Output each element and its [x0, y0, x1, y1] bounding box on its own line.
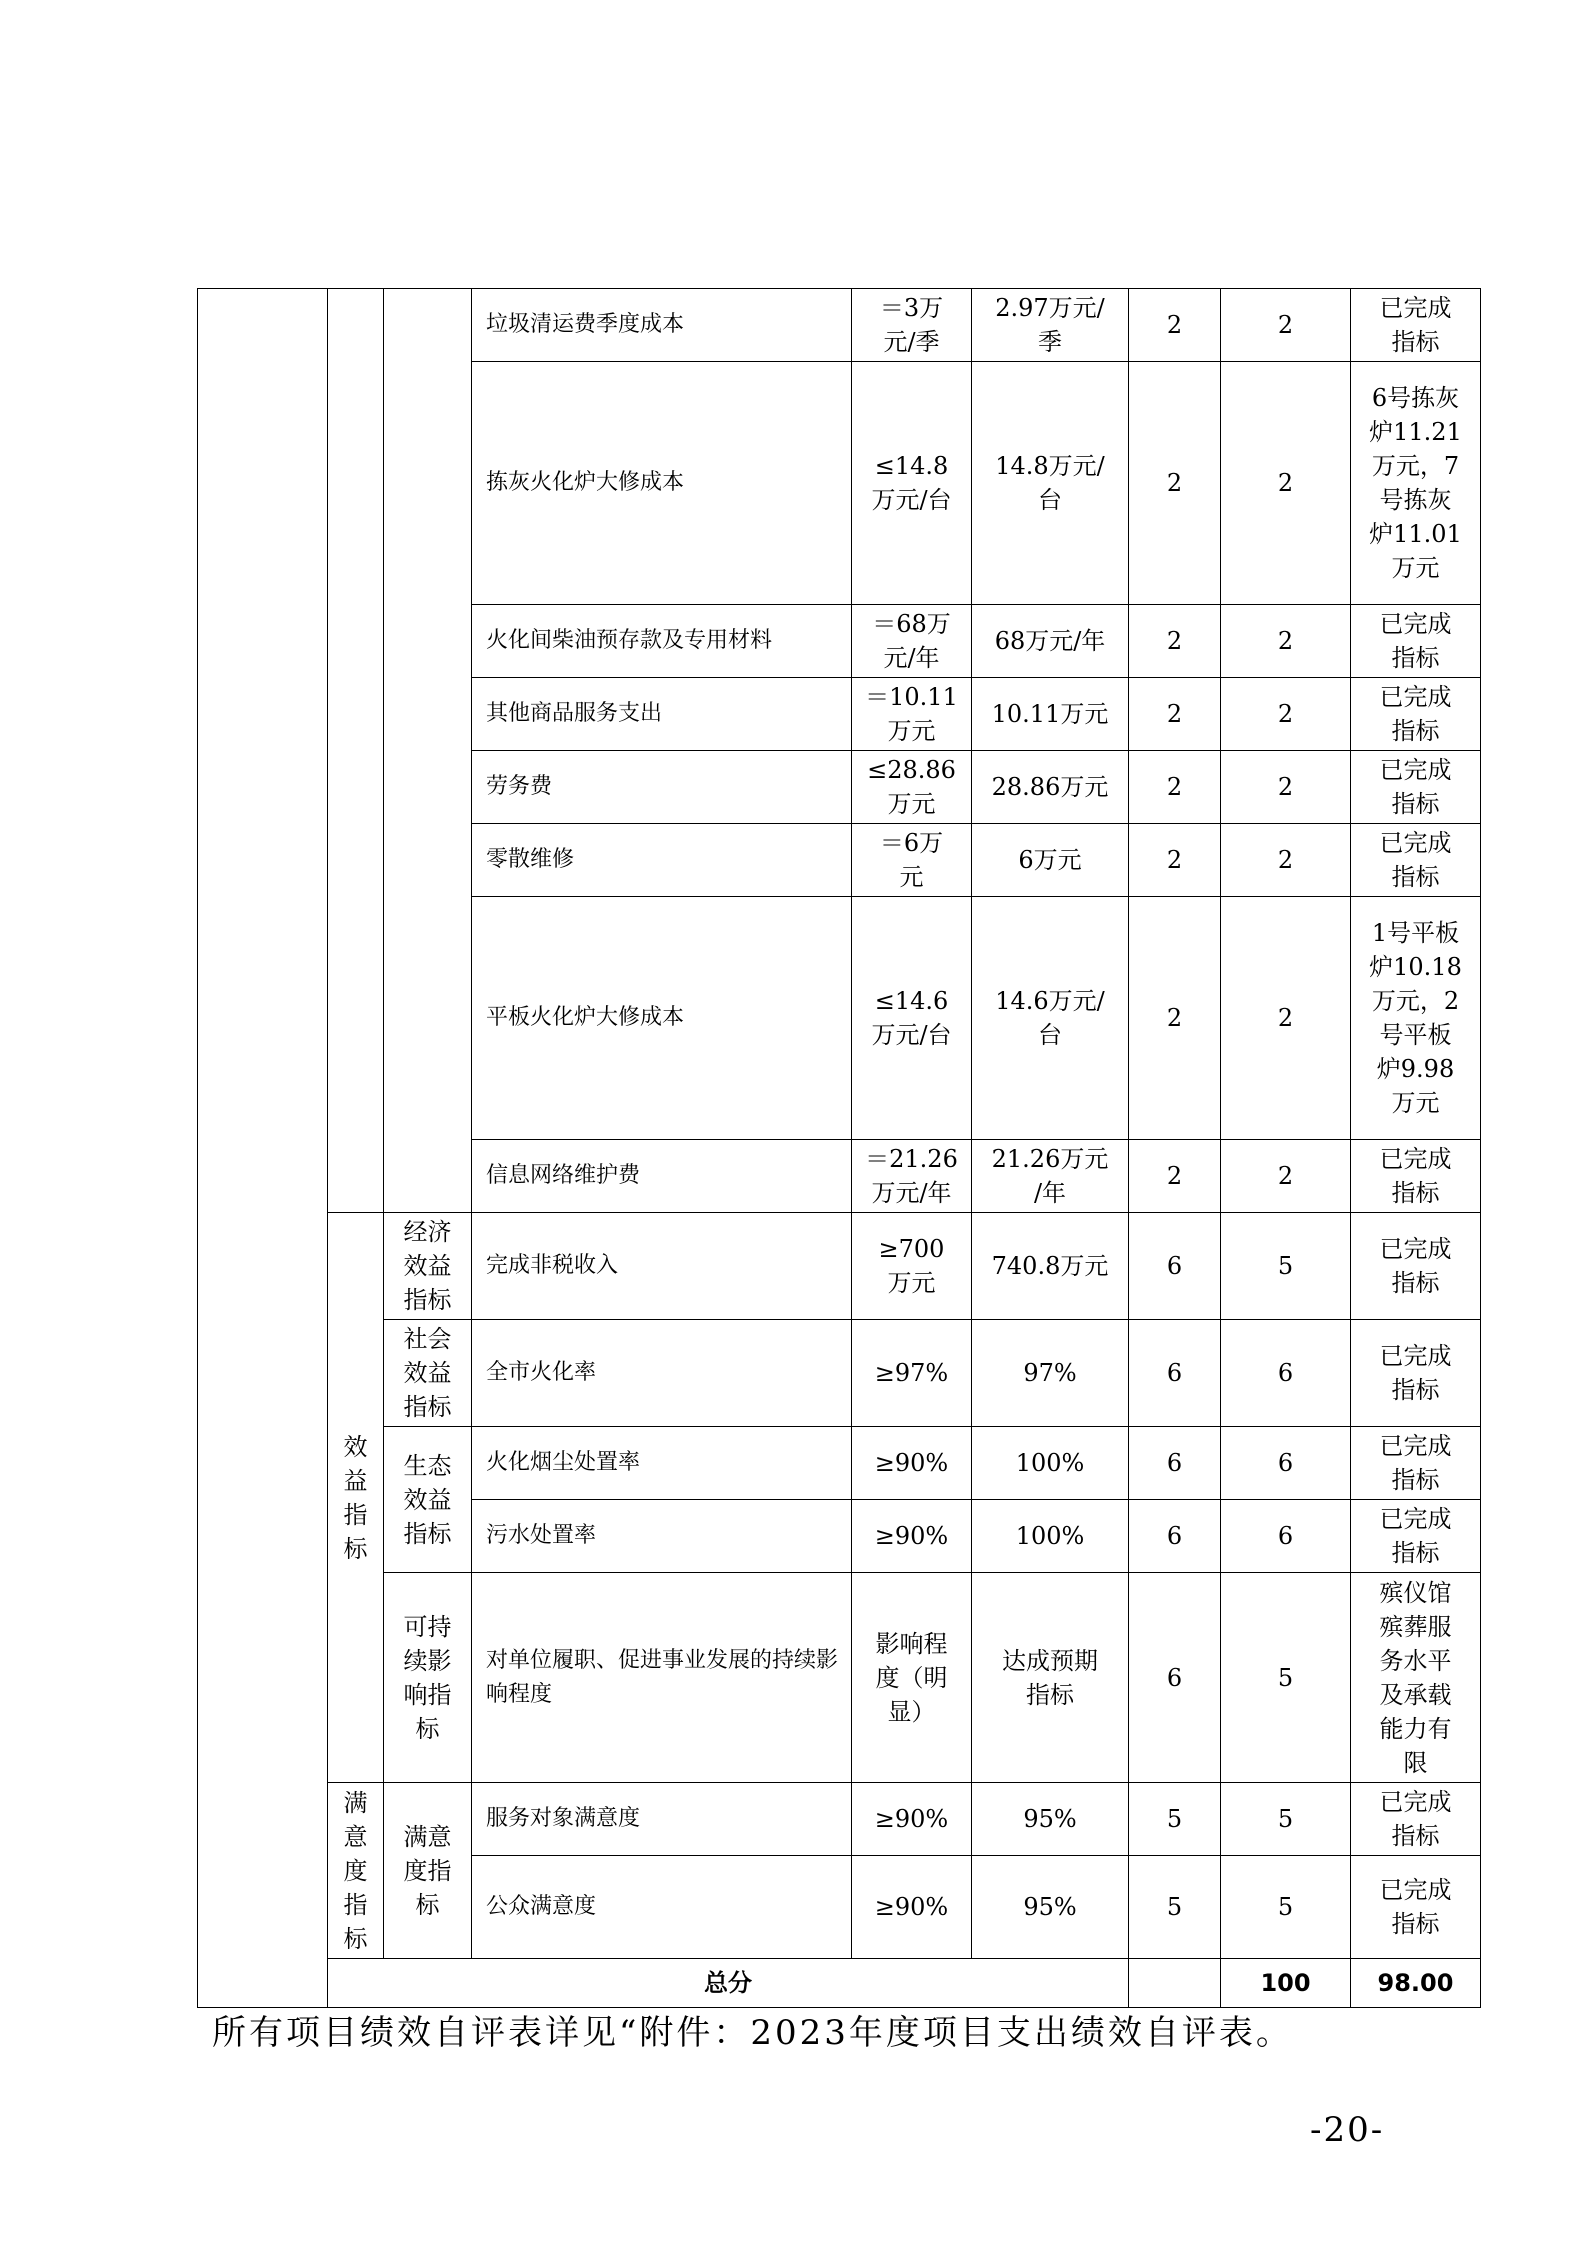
score-value: 6: [1221, 1427, 1351, 1500]
target-value: ≥97%: [852, 1320, 972, 1427]
remark: 已完成 指标: [1351, 678, 1481, 751]
remark: 已完成 指标: [1351, 751, 1481, 824]
weight-value: 2: [1129, 1140, 1221, 1213]
indicator-name: 污水处置率: [472, 1500, 852, 1573]
score-value: 5: [1221, 1783, 1351, 1856]
target-value: ＝21.26 万元/年: [852, 1140, 972, 1213]
indicator-name: 火化烟尘处置率: [472, 1427, 852, 1500]
weight-value: 6: [1129, 1500, 1221, 1573]
target-value: ≥90%: [852, 1856, 972, 1959]
score-value: 2: [1221, 897, 1351, 1140]
target-value: ≥90%: [852, 1427, 972, 1500]
remark: 已完成 指标: [1351, 1856, 1481, 1959]
weight-value: 2: [1129, 605, 1221, 678]
score-value: 5: [1221, 1213, 1351, 1320]
target-value: ＝68万 元/年: [852, 605, 972, 678]
remark: 已完成 指标: [1351, 289, 1481, 362]
remark: 已完成 指标: [1351, 1427, 1481, 1500]
target-value: ≥700 万元: [852, 1213, 972, 1320]
target-value: ≤14.6 万元/台: [852, 897, 972, 1140]
target-value: 影响程 度（明 显）: [852, 1573, 972, 1783]
remark: 已完成 指标: [1351, 1783, 1481, 1856]
indicator-name: 拣灰火化炉大修成本: [472, 362, 852, 605]
target-value: ≤14.8 万元/台: [852, 362, 972, 605]
weight-value: 2: [1129, 362, 1221, 605]
score-value: 2: [1221, 1140, 1351, 1213]
total-weight: 100: [1221, 1959, 1351, 2008]
score-value: 2: [1221, 751, 1351, 824]
remark: 已完成 指标: [1351, 1140, 1481, 1213]
table-row: [198, 1213, 1481, 1320]
satisfaction-category-cell: 满 意 度 指 标: [328, 1783, 384, 1959]
score-value: 2: [1221, 289, 1351, 362]
actual-value: 6万元: [972, 824, 1129, 897]
page-number: -20-: [1310, 2110, 1385, 2150]
target-value: ≤28.86 万元: [852, 751, 972, 824]
target-value: ＝3万 元/季: [852, 289, 972, 362]
weight-value: 5: [1129, 1783, 1221, 1856]
social-sub-category: 社会 效益 指标: [384, 1320, 472, 1427]
table-row: [198, 1783, 1481, 1856]
total-row: [198, 1959, 1481, 2008]
ecology-sub-category: 生态 效益 指标: [384, 1427, 472, 1573]
indicator-name: 垃圾清运费季度成本: [472, 289, 852, 362]
target-value: ≥90%: [852, 1783, 972, 1856]
sustain-sub-category: 可持 续影 响指 标: [384, 1573, 472, 1783]
remark: 6号拣灰 炉11.21 万元，7 号拣灰 炉11.01 万元: [1351, 362, 1481, 605]
level1-blank-cell: [198, 289, 328, 2008]
actual-value: 95%: [972, 1783, 1129, 1856]
indicator-name: 平板火化炉大修成本: [472, 897, 852, 1140]
actual-value: 28.86万元: [972, 751, 1129, 824]
indicator-name: 火化间柴油预存款及专用材料: [472, 605, 852, 678]
actual-value: 100%: [972, 1500, 1129, 1573]
total-blank-cell: [1129, 1959, 1221, 2008]
indicator-name: 对单位履职、促进事业发展的持续影响程度: [472, 1573, 852, 1783]
indicator-name: 零散维修: [472, 824, 852, 897]
remark: 殡仪馆 殡葬服 务水平 及承载 能力有 限: [1351, 1573, 1481, 1783]
level1-cost-blank-cell: [328, 289, 384, 1213]
weight-value: 2: [1129, 289, 1221, 362]
target-value: ＝10.11 万元: [852, 678, 972, 751]
indicator-name: 其他商品服务支出: [472, 678, 852, 751]
score-value: 5: [1221, 1573, 1351, 1783]
table-row: [198, 289, 1481, 362]
remark: 1号平板 炉10.18 万元，2 号平板 炉9.98 万元: [1351, 897, 1481, 1140]
performance-evaluation-table: [197, 288, 1481, 2008]
benefit-category-cell: 效 益 指 标: [328, 1213, 384, 1783]
total-label: 总分: [328, 1959, 1129, 2008]
weight-value: 6: [1129, 1427, 1221, 1500]
actual-value: 10.11万元: [972, 678, 1129, 751]
level2-cost-blank-cell: [384, 289, 472, 1213]
actual-value: 14.8万元/ 台: [972, 362, 1129, 605]
indicator-name: 完成非税收入: [472, 1213, 852, 1320]
score-value: 2: [1221, 824, 1351, 897]
table-row: [198, 1573, 1481, 1783]
weight-value: 6: [1129, 1573, 1221, 1783]
weight-value: 2: [1129, 824, 1221, 897]
actual-value: 740.8万元: [972, 1213, 1129, 1320]
score-value: 2: [1221, 362, 1351, 605]
remark: 已完成 指标: [1351, 1213, 1481, 1320]
weight-value: 5: [1129, 1856, 1221, 1959]
weight-value: 2: [1129, 751, 1221, 824]
indicator-name: 公众满意度: [472, 1856, 852, 1959]
table-row: [198, 1320, 1481, 1427]
satisfaction-sub-category: 满意 度指 标: [384, 1783, 472, 1959]
indicator-name: 服务对象满意度: [472, 1783, 852, 1856]
indicator-name: 信息网络维护费: [472, 1140, 852, 1213]
indicator-name: 全市火化率: [472, 1320, 852, 1427]
indicator-name: 劳务费: [472, 751, 852, 824]
actual-value: 95%: [972, 1856, 1129, 1959]
remark: 已完成 指标: [1351, 605, 1481, 678]
total-score: 98.00: [1351, 1959, 1481, 2008]
actual-value: 2.97万元/ 季: [972, 289, 1129, 362]
score-value: 5: [1221, 1856, 1351, 1959]
remark: 已完成 指标: [1351, 1320, 1481, 1427]
score-value: 6: [1221, 1500, 1351, 1573]
score-value: 2: [1221, 678, 1351, 751]
remark: 已完成 指标: [1351, 824, 1481, 897]
target-value: ＝6万 元: [852, 824, 972, 897]
actual-value: 68万元/年: [972, 605, 1129, 678]
score-value: 6: [1221, 1320, 1351, 1427]
weight-value: 2: [1129, 897, 1221, 1140]
actual-value: 97%: [972, 1320, 1129, 1427]
target-value: ≥90%: [852, 1500, 972, 1573]
remark: 已完成 指标: [1351, 1500, 1481, 1573]
table-row: [198, 1427, 1481, 1500]
actual-value: 14.6万元/ 台: [972, 897, 1129, 1140]
weight-value: 6: [1129, 1320, 1221, 1427]
actual-value: 达成预期 指标: [972, 1573, 1129, 1783]
weight-value: 2: [1129, 678, 1221, 751]
actual-value: 21.26万元 /年: [972, 1140, 1129, 1213]
economic-sub-category: 经济 效益 指标: [384, 1213, 472, 1320]
actual-value: 100%: [972, 1427, 1129, 1500]
footnote-text: 所有项目绩效自评表详见“附件：2023年度项目支出绩效自评表。: [212, 2013, 1293, 2053]
score-value: 2: [1221, 605, 1351, 678]
weight-value: 6: [1129, 1213, 1221, 1320]
